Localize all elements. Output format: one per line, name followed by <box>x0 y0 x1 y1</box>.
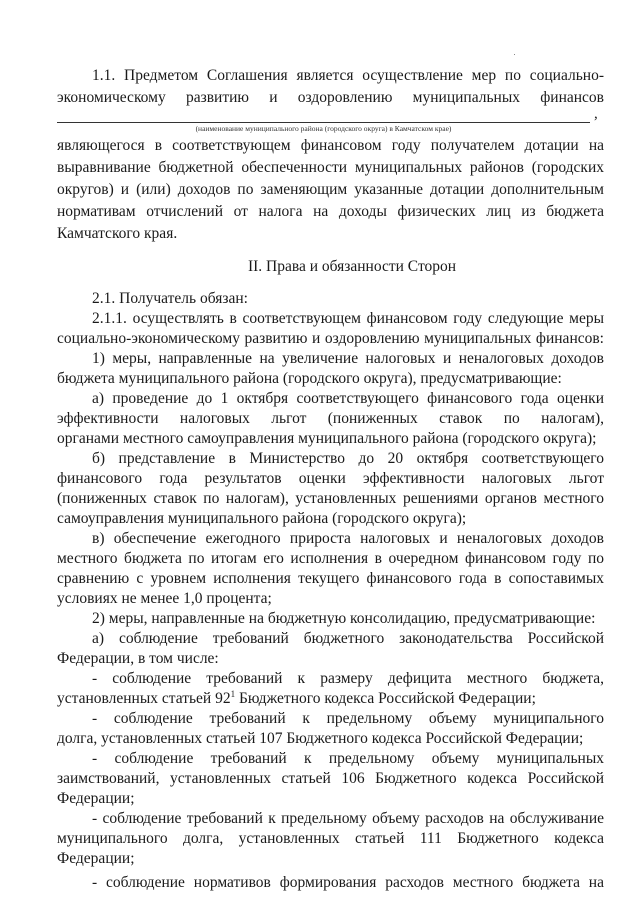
item-2a-line-1: а) соблюдение требований бюджетного законодательства Российской <box>92 630 604 647</box>
debt-service-line-2: муниципального долга, установленных статьей 111 Бюджетного кодекса <box>57 830 604 847</box>
article-superscript: 1 <box>230 689 236 699</box>
deficit-line-1: - соблюдение требований к размеру дефицита местного бюджета, <box>92 670 604 687</box>
district-name-caption: (наименование муниципального района (городского округа) в Камчатском крае) <box>195 124 452 133</box>
clause-2-1-1-line-1: 2.1.1. осуществлять в соответствующем финансовом году следующие меры <box>92 310 604 327</box>
borrowing-line-1: - соблюдение требований к предельному объему муниципальных <box>92 750 604 767</box>
deficit-line-2-tail: Бюджетного кодекса Российской Федерации; <box>235 690 536 707</box>
item-1b-line-1: б) представление в Министерство до 20 октября соответствующего <box>92 450 604 467</box>
deficit-line-2-text: установленных статьей 92 <box>57 690 231 707</box>
paragraph-1-1-line-4: выравнивание бюджетной обеспеченности муниципальных районов (городских <box>57 159 604 176</box>
borrowing-line-2: заимствований, установленных статьей 106 Бюджетного кодекса Российской <box>57 770 604 787</box>
paragraph-1-1-line-7: Камчатского края. <box>57 225 178 242</box>
item-1a-line-1: а) проведение до 1 октября соответствующего финансового года оценки <box>92 390 604 407</box>
paragraph-1-1-line-2: экономическому развитию и оздоровлению муниципальных финансов <box>57 89 604 106</box>
paragraph-1-1-line-3: являющегося в соответствующем финансовом году получателем дотации на <box>57 137 604 154</box>
item-1v-line-3: сравнению с уровнем исполнения текущего финансового года в сопоставимых <box>57 570 604 587</box>
deficit-line-2 <box>57 689 536 709</box>
item-1a-line-2: эффективности налоговых льгот (пониженных ставок по налогам), <box>57 410 604 427</box>
clause-2-1: 2.1. Получатель обязан: <box>92 290 248 307</box>
debt-service-line-1: - соблюдение требований к предельному объему расходов на обслуживание <box>92 810 604 827</box>
item-2-line-1: 2) меры, направленные на бюджетную консолидацию, предусматривающие: <box>92 610 596 627</box>
section-2-heading: II. Права и обязанности Сторон <box>247 258 457 275</box>
item-2a-line-2: Федерации, в том числе: <box>57 650 219 667</box>
item-1a-line-3: органами местного самоуправления муниципального района (городского округа); <box>57 430 597 447</box>
item-1-line-2: бюджета муниципального района (городского округа), предусматривающие: <box>57 370 562 387</box>
paragraph-1-1-line-6: нормативам отчислений от налога на доходы физических лиц из бюджета <box>57 203 604 220</box>
item-1-line-1: 1) меры, направленные на увеличение налоговых и неналоговых доходов <box>92 350 604 367</box>
norms-line-1: - соблюдение нормативов формирования расходов местного бюджета на <box>92 874 604 891</box>
item-1b-line-2: финансового года результатов оценки эффективности налоговых льгот <box>57 470 604 487</box>
item-1b-line-3: (пониженных ставок по налогам), установленных решениями органов местного <box>57 490 604 507</box>
borrowing-line-3: Федерации; <box>57 790 135 807</box>
clause-2-1-1-line-2: социально-экономическому развитию и оздоровлению муниципальных финансов: <box>57 330 604 347</box>
item-1v-line-2: местного бюджета по итогам его исполнения в очередном финансовом году по <box>57 550 604 567</box>
debt-line-2: долга, установленных статьей 107 Бюджетного кодекса Российской Федерации; <box>57 730 584 747</box>
item-1v-line-1: в) обеспечение ежегодного прироста налоговых и неналоговых доходов <box>92 530 604 547</box>
blank-trailing-comma: , <box>594 106 598 122</box>
district-name-blank-line <box>57 122 590 123</box>
item-1v-line-4: условиях не менее 1,0 процента; <box>57 590 272 607</box>
item-1b-line-4: самоуправления муниципального района (городского округа); <box>57 510 467 527</box>
paragraph-1-1-line-5: округов) и (или) доходов по заменяющим указанные дотации дополнительным <box>57 181 604 198</box>
debt-service-line-3: Федерации; <box>57 850 135 867</box>
scan-speck <box>514 54 515 55</box>
debt-line-1: - соблюдение требований к предельному объему муниципального <box>92 710 604 727</box>
paragraph-1-1-line-1: 1.1. Предметом Соглашения является осуществление мер по социально- <box>92 67 604 84</box>
